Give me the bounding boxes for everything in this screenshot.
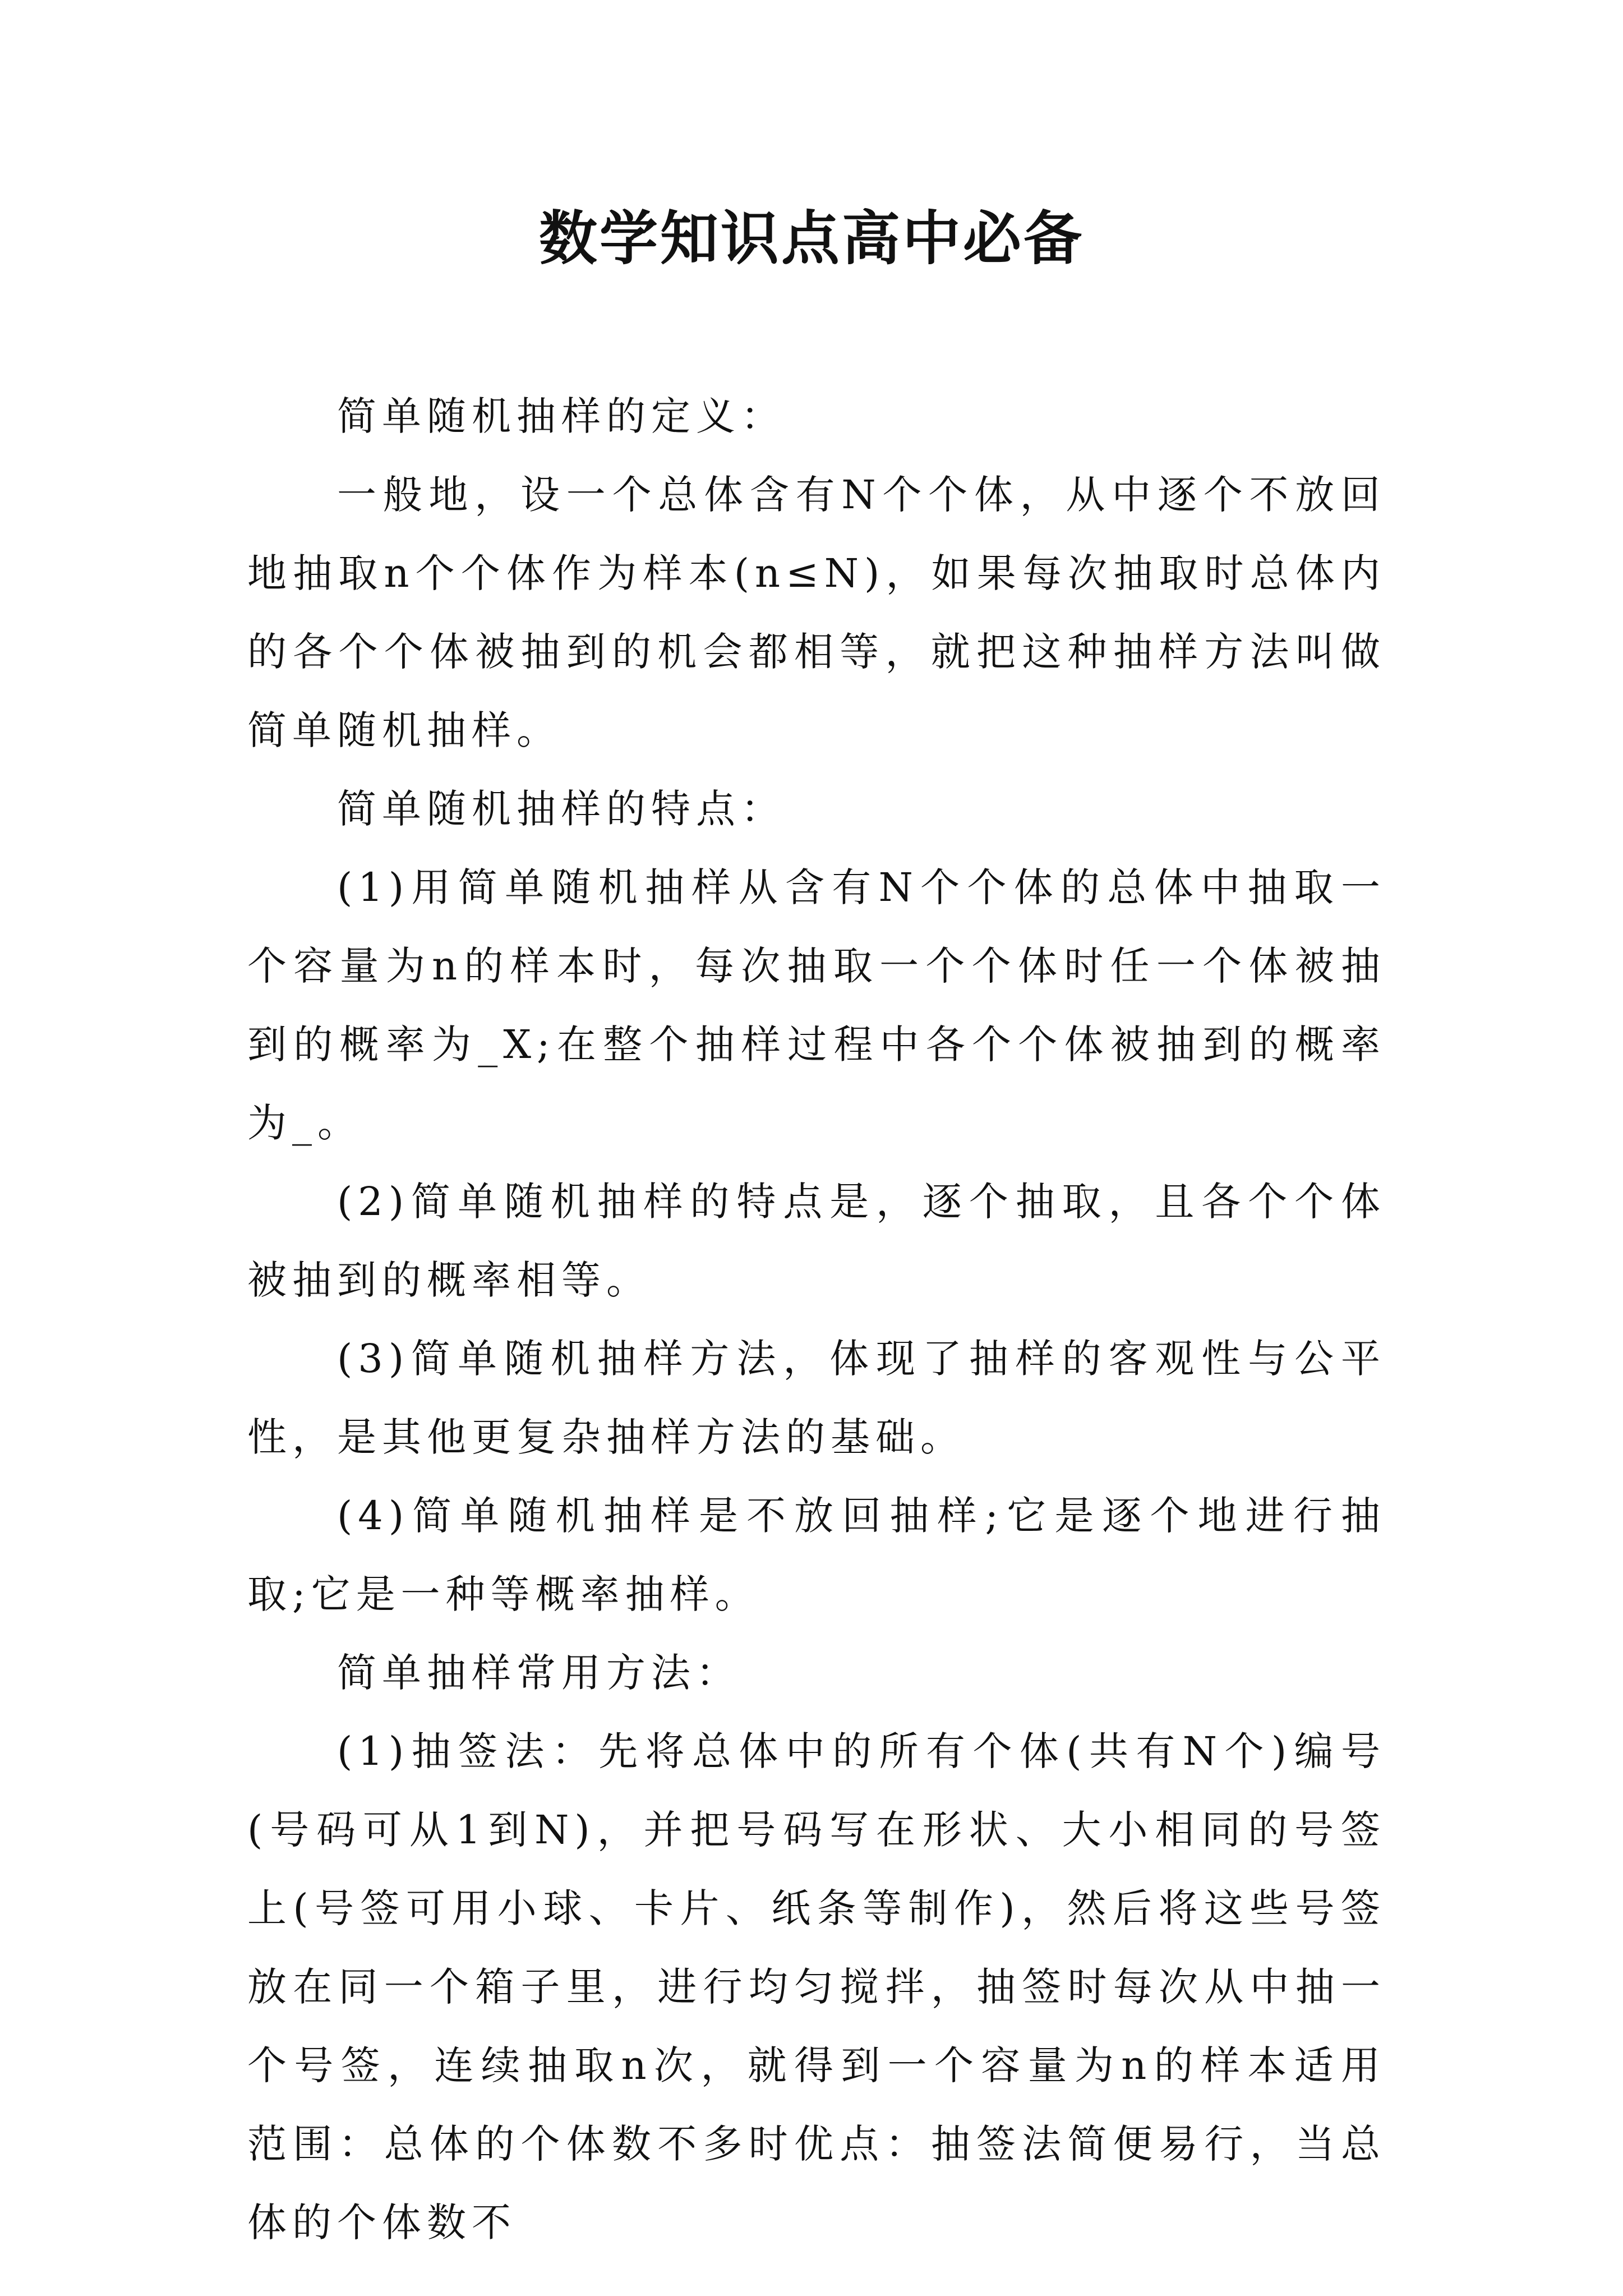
paragraph-feature-4: (4)简单随机抽样是不放回抽样;它是逐个地进行抽取;它是一种等概率抽样。 [247,1493,1386,1617]
paragraph-method-1: (1)抽签法：先将总体中的所有个体(共有N个)编号(号码可从1到N)，并把号码写在形状、大小相同的号签上(号签可用小球、卡片、纸条等制作)，然后将这些号签放在同一个箱子里，进行均匀搅拌，抽签时每次从中抽一个号签，连续抽取n次，就得到一个容量为n的样本适用范围：总体的个体数不多时优点：抽签法简便易行，当总体的个体数不 [247,1728,1386,2246]
document-title: 数学知识点高中必备 [538,204,1084,273]
paragraph-features-heading: 简单随机抽样的特点： [337,786,786,832]
paragraph-definition-heading: 简单随机抽样的定义： [337,393,786,439]
paragraph-definition: 一般地，设一个总体含有N个个体，从中逐个不放回地抽取n个个体作为样本(n≤N)，如果每次抽取时总体内的各个个体被抽到的机会都相等，就把这种抽样方法叫做简单随机抽样。 [247,472,1386,753]
paragraph-feature-2: (2)简单随机抽样的特点是，逐个抽取，且各个个体被抽到的概率相等。 [247,1179,1386,1303]
document-body [247,377,1386,2262]
paragraph-feature-1: (1)用简单随机抽样从含有N个个体的总体中抽取一个容量为n的样本时，每次抽取一个个体时任一个体被抽到的概率为_X;在整个抽样过程中各个个体被抽到的概率为_。 [247,864,1386,1146]
paragraph-feature-3: (3)简单随机抽样方法，体现了抽样的客观性与公平性，是其他更复杂抽样方法的基础。 [247,1336,1386,1460]
paragraph-methods-heading: 简单抽样常用方法： [337,1650,741,1696]
